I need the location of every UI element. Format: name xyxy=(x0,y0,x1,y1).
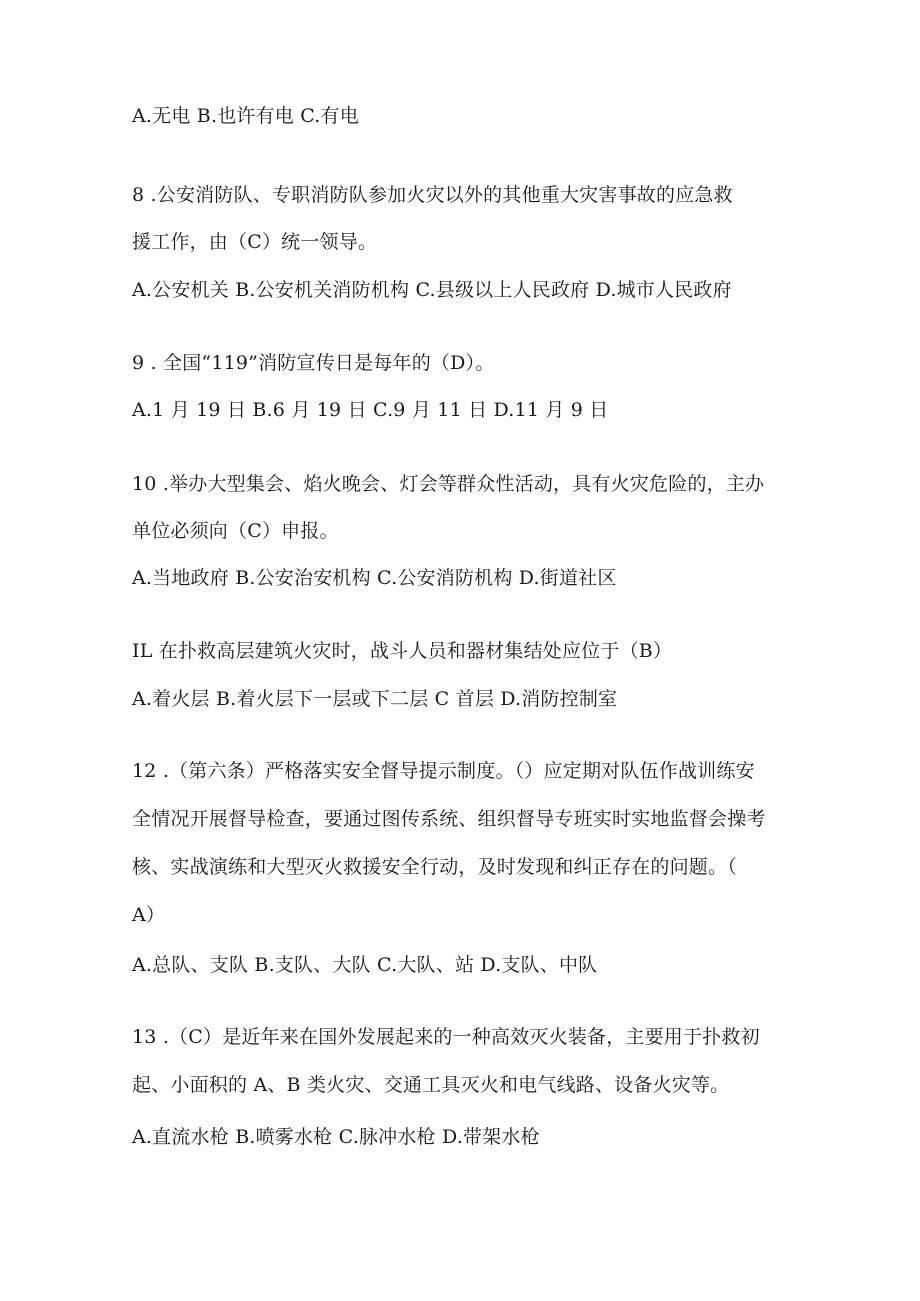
q12-text-line-3: 核、实战演练和大型灭火救援安全行动，及时发现和纠正存在的问题。（ xyxy=(132,856,737,878)
q9-text: 9 . 全国“119”消防宣传日是每年的（D）。 xyxy=(132,352,495,374)
q12-answer: A） xyxy=(132,904,166,926)
q13-options: A.直流水枪 B.喷雾水枪 C.脉冲水枪 D.带架水枪 xyxy=(132,1126,540,1148)
q8-text-line-2: 援工作，由（C）统一领导。 xyxy=(132,231,378,253)
q8-text-line-1: 8 .公安消防队、专职消防队参加火灾以外的其他重大灾害事故的应急救 xyxy=(132,184,733,206)
q12-options: A.总队、支队 B.支队、大队 C.大队、站 D.支队、中队 xyxy=(132,954,598,976)
q11-options: A.着火层 B.着火层下一层或下二层 C 首层 D.消防控制室 xyxy=(132,688,618,710)
q8-options: A.公安机关 B.公安机关消防机构 C.县级以上人民政府 D.城市人民政府 xyxy=(132,279,732,301)
q13-text-line-1: 13 .（C）是近年来在国外发展起来的一种高效灭火装备，主要用于扑救初 xyxy=(132,1026,760,1048)
q9-options: A.1 月 19 日 B.6 月 19 日 C.9 月 11 日 D.11 月 9 日 xyxy=(132,399,609,421)
q13-text-line-2: 起、小面积的 A、B 类火灾、交通工具灭火和电气线路、设备火灾等。 xyxy=(132,1074,730,1096)
q10-text-line-1: 10 .举办大型集会、焰火晚会、灯会等群众性活动，具有火灾危险的，主办 xyxy=(132,473,765,495)
q12-text-line-2: 全情况开展督导检查，要通过图传系统、组织督导专班实时实地监督会操考 xyxy=(132,808,766,830)
q10-text-line-2: 单位必须向（C）申报。 xyxy=(132,520,339,542)
q12-text-line-1: 12 .（第六条）严格落实安全督导提示制度。（）应定期对队伍作战训练安 xyxy=(132,760,755,782)
q10-options: A.当地政府 B.公安治安机构 C.公安消防机构 D.街道社区 xyxy=(132,567,617,589)
q7-options: A.无电 B.也许有电 C.有电 xyxy=(132,105,359,127)
q11-text: IL 在扑救高层建筑火灾时，战斗人员和器材集结处应位于（B） xyxy=(132,640,673,662)
